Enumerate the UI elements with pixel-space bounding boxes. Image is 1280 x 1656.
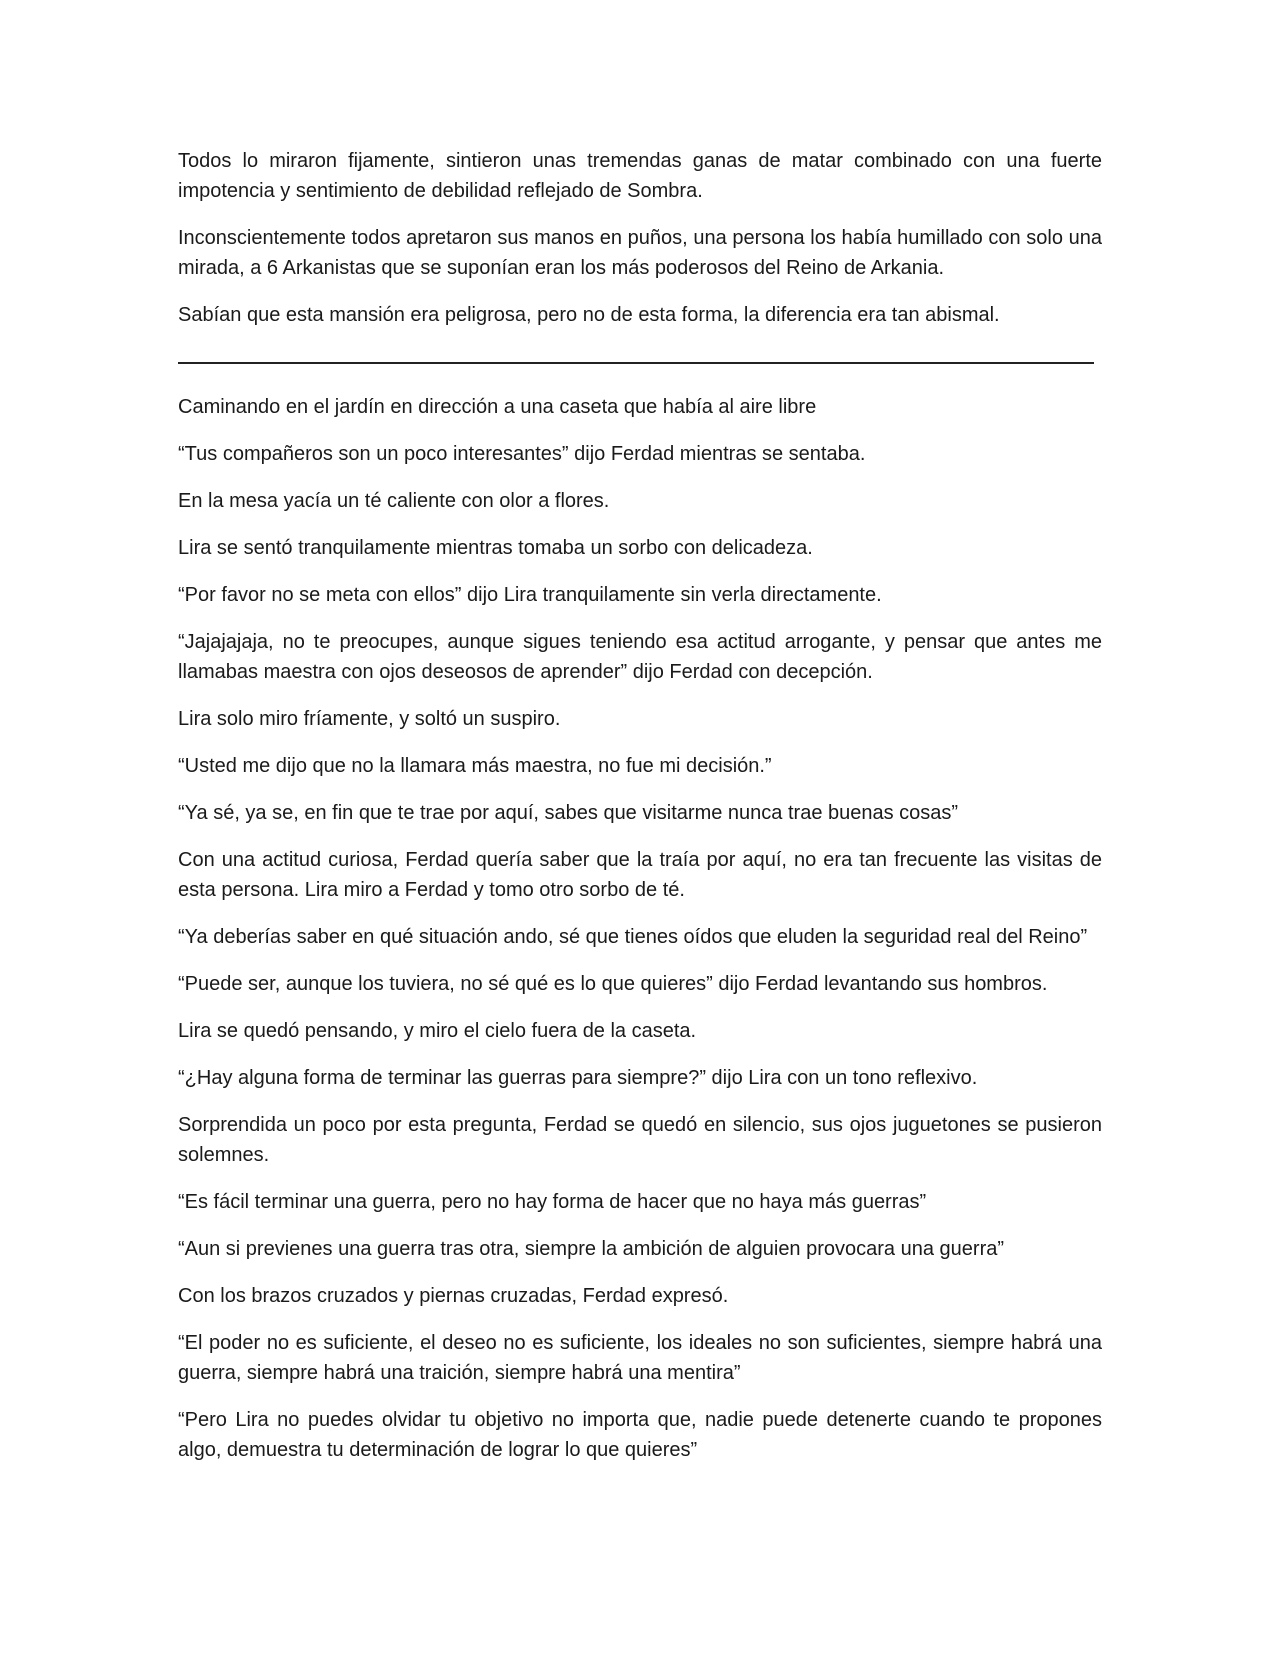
paragraph: “Tus compañeros son un poco interesantes” dijo Ferdad mientras se sentaba. bbox=[178, 443, 866, 465]
paragraph: Caminando en el jardín en dirección a una caseta que había al aire libre bbox=[178, 396, 817, 418]
paragraph: “¿Hay alguna forma de terminar las guerras para siempre?” dijo Lira con un tono reflexivo. bbox=[178, 1067, 978, 1089]
paragraph: Lira solo miro fríamente, y soltó un suspiro. bbox=[178, 708, 561, 730]
section-divider bbox=[178, 362, 1094, 364]
paragraph: “Aun si previenes una guerra tras otra, siempre la ambición de alguien provocara una guerra” bbox=[178, 1238, 1005, 1260]
paragraph: “Usted me dijo que no la llamara más maestra, no fue mi decisión.” bbox=[178, 755, 772, 777]
paragraph: “Jajajajaja, no te preocupes, aunque sigues teniendo esa actitud arrogante, y pensar que antes me llamabas maestra con ojos deseosos de aprender” dijo Ferdad con decepción. bbox=[178, 631, 1102, 683]
paragraph: Sorprendida un poco por esta pregunta, Ferdad se quedó en silencio, sus ojos juguetones se pusieron solemnes. bbox=[178, 1114, 1102, 1166]
paragraph: Lira se quedó pensando, y miro el cielo fuera de la caseta. bbox=[178, 1020, 697, 1042]
paragraph: Inconscientemente todos apretaron sus manos en puños, una persona los había humillado con solo una mirada, a 6 Arkanistas que se suponían eran los más poderosos del Reino de Arkania. bbox=[178, 227, 1102, 279]
paragraph: “Ya deberías saber en qué situación ando, sé que tienes oídos que eluden la seguridad real del Reino” bbox=[178, 926, 1088, 948]
paragraph: “Es fácil terminar una guerra, pero no hay forma de hacer que no haya más guerras” bbox=[178, 1191, 927, 1213]
paragraph: Sabían que esta mansión era peligrosa, pero no de esta forma, la diferencia era tan abismal. bbox=[178, 304, 1000, 326]
paragraph: “El poder no es suficiente, el deseo no es suficiente, los ideales no son suficientes, siempre habrá una guerra, siempre habrá una traición, siempre habrá una mentira” bbox=[178, 1332, 1102, 1384]
paragraph: En la mesa yacía un té caliente con olor a flores. bbox=[178, 490, 610, 512]
paragraph: “Por favor no se meta con ellos” dijo Lira tranquilamente sin verla directamente. bbox=[178, 584, 882, 606]
paragraph: “Ya sé, ya se, en fin que te trae por aquí, sabes que visitarme nunca trae buenas cosas” bbox=[178, 802, 959, 824]
paragraph: Todos lo miraron fijamente, sintieron unas tremendas ganas de matar combinado con una fuerte impotencia y sentimiento de debilidad reflejado de Sombra. bbox=[178, 150, 1102, 202]
paragraph: “Pero Lira no puedes olvidar tu objetivo no importa que, nadie puede detenerte cuando te propones algo, demuestra tu determinación de lograr lo que quieres” bbox=[178, 1409, 1102, 1461]
paragraph: Con los brazos cruzados y piernas cruzadas, Ferdad expresó. bbox=[178, 1285, 729, 1307]
document-body bbox=[178, 146, 1102, 1482]
paragraph: “Puede ser, aunque los tuviera, no sé qué es lo que quieres” dijo Ferdad levantando sus hombros. bbox=[178, 973, 1048, 995]
paragraph: Con una actitud curiosa, Ferdad quería saber que la traía por aquí, no era tan frecuente las visitas de esta persona. Lira miro a Ferdad y tomo otro sorbo de té. bbox=[178, 849, 1102, 901]
paragraph: Lira se sentó tranquilamente mientras tomaba un sorbo con delicadeza. bbox=[178, 537, 813, 559]
